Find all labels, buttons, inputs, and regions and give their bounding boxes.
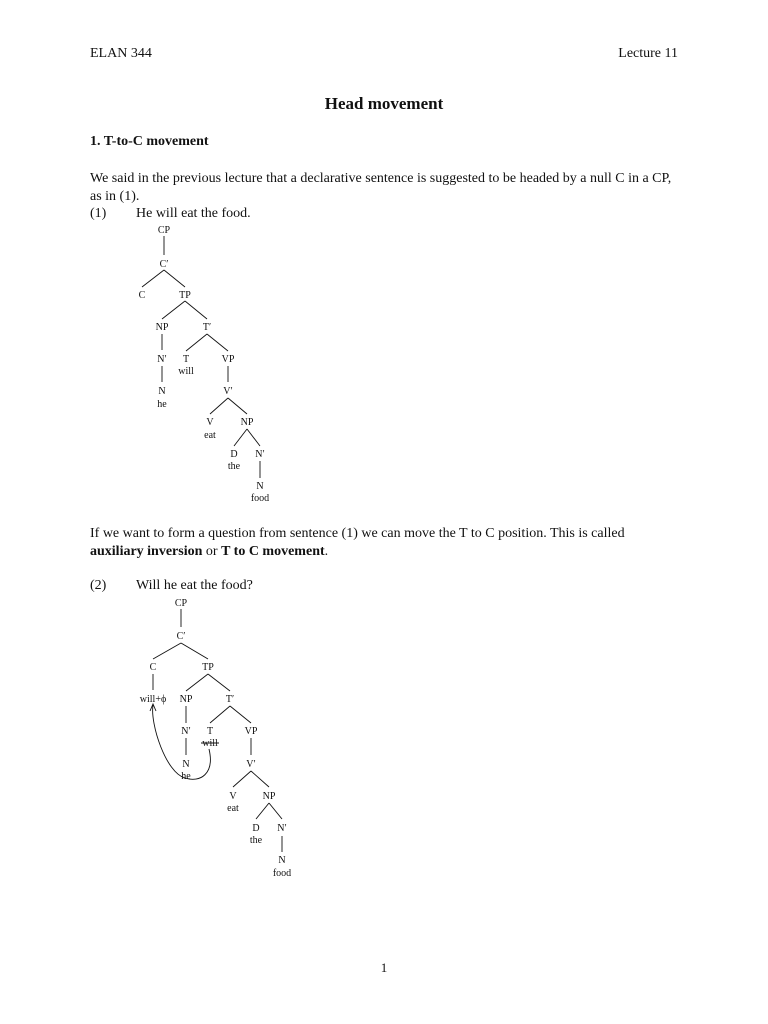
tree2-t-word-trace: will: [202, 738, 218, 749]
tree2-tbar: T′: [225, 694, 235, 705]
tree1-n-object: N: [256, 481, 264, 492]
tree1-tbar: T′: [202, 322, 212, 333]
tree2-vbar: V′: [246, 759, 256, 770]
example-2-number: (2): [90, 578, 107, 593]
tree2-nbar: N′: [181, 726, 191, 737]
tree2-cp: CP: [174, 598, 188, 609]
tree2-v: V: [229, 791, 237, 802]
tree2-n: N: [182, 759, 190, 770]
tree2-v-word: eat: [227, 803, 239, 814]
tree1-t-word: will: [178, 366, 194, 377]
tree2-c-word: will+ϕ: [139, 694, 167, 705]
tree2-np: NP: [179, 694, 193, 705]
tree2-tp: TP: [202, 662, 214, 673]
lecture-number: Lecture 11: [618, 46, 678, 61]
tree1-nbar-object: N′: [255, 449, 265, 460]
example-1-sentence: He will eat the food.: [136, 206, 251, 221]
example-2-sentence: Will he eat the food?: [136, 578, 253, 593]
tree1-np: NP: [155, 322, 169, 333]
section-heading: 1. T-to-C movement: [90, 134, 209, 149]
tree1-tp: TP: [179, 290, 191, 301]
paragraph-question-text-b: or: [202, 544, 222, 559]
tree1-t: T: [182, 354, 190, 365]
page-title: Head movement: [324, 94, 444, 113]
tree1-cbar: C′: [159, 259, 169, 270]
paragraph-intro: We said in the previous lecture that a declarative sentence is suggested to be headed by a null C in a CP, as in (1).: [90, 171, 672, 204]
tree1-vbar: V′: [223, 386, 233, 397]
tree1-v-word: eat: [204, 430, 216, 441]
course-code: ELAN 344: [90, 46, 152, 61]
term-auxiliary-inversion: auxiliary inversion: [90, 544, 203, 559]
tree2-cbar: C′: [176, 631, 186, 642]
tree2-nbar-object: N′: [277, 823, 287, 834]
tree1-cp: CP: [157, 225, 171, 236]
tree2-t: T: [206, 726, 214, 737]
tree1-n-object-word: food: [250, 493, 270, 504]
tree2-np-object: NP: [262, 791, 276, 802]
tree1-c: C: [138, 290, 146, 301]
tree2-c: C: [149, 662, 157, 673]
paragraph-question-text-a: If we want to form a question from sentence (1) we can move the T to C position. This is called: [90, 526, 625, 541]
tree1-np-object: NP: [240, 417, 254, 428]
tree1-d: D: [230, 449, 238, 460]
tree2-vp: VP: [244, 726, 258, 737]
tree2-d-word: the: [249, 835, 263, 846]
tree1-d-word: the: [227, 461, 241, 472]
page-number: 1: [380, 960, 388, 975]
tree1-v: V: [206, 417, 214, 428]
example-1-number: (1): [90, 206, 107, 221]
tree2-n-object-word: food: [272, 868, 292, 879]
tree2-d: D: [252, 823, 260, 834]
tree1-n-word: he: [157, 399, 167, 410]
tree2-n-word: he: [181, 771, 191, 782]
tree1-n: N: [158, 386, 166, 397]
tree1-nbar: N′: [157, 354, 167, 365]
tree1-vp: VP: [221, 354, 235, 365]
tree2-n-object: N: [278, 855, 286, 866]
paragraph-question-text-c: .: [324, 544, 329, 559]
term-t-to-c-movement: T to C movement: [221, 544, 325, 559]
